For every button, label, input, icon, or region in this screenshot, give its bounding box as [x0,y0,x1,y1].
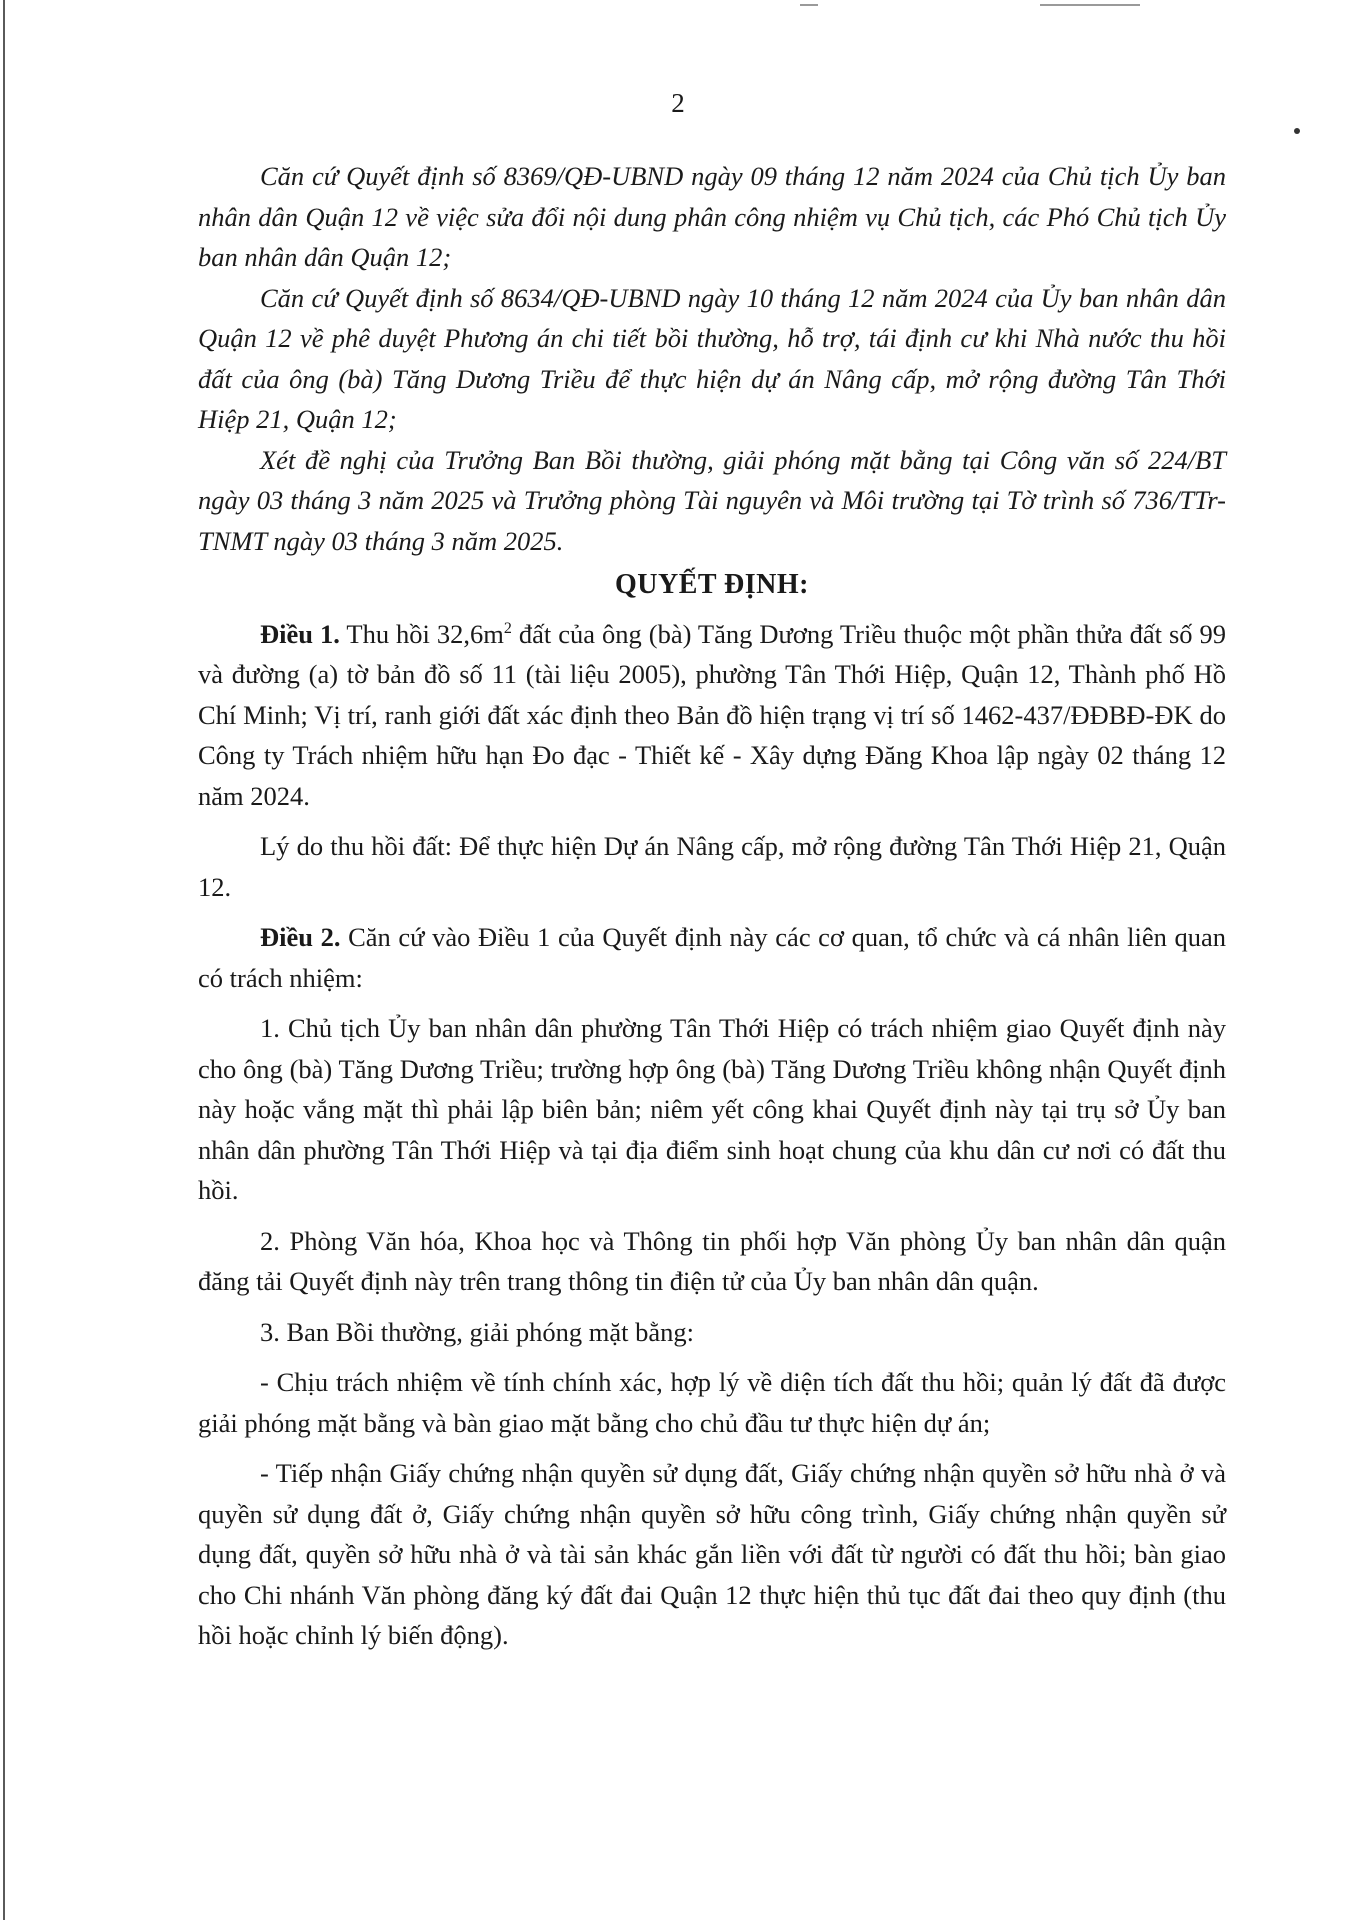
article-1-text-b: đất của ông (bà) Tăng Dương Triều thuộc một phần thửa đất số 99 và đường (a) tờ bản đồ số 11 (tài liệu 2005), phường Tân Thới Hiệp, Quận 12, Thành phố Hồ Chí Minh; Vị trí, ranh giới đất xác định theo Bản đồ hiện trạng vị trí số 1462-437/ĐĐBĐ-ĐK do Công ty Trách nhiệm hữu hạn Đo đạc - Thiết kế - Xây dựng Đăng Khoa lập ngày 02 tháng 12 năm 2024. [198,618,1227,811]
scan-dot [1294,128,1300,134]
article-2-label: Điều 2. [260,922,341,952]
scan-mark [800,4,818,6]
article-1-label: Điều 1. [260,618,340,649]
article-1-reason: Lý do thu hồi đất: Để thực hiện Dự án Nâng cấp, mở rộng đường Tân Thới Hiệp 21, Quận 12. [198,831,1226,902]
article-2 [198,917,1226,998]
scan-mark [1040,4,1140,6]
decision-heading: QUYẾT ĐỊNH: [614,569,809,600]
article-1 [198,614,1226,817]
scan-edge [3,0,5,1920]
preamble-basis-1: Căn cứ Quyết định số 8369/QĐ-UBND ngày 09 tháng 12 năm 2024 của Chủ tịch Ủy ban nhân dân Quận 12 về việc sửa đổi nội dung phân công nhiệm vụ Chủ tịch, các Phó Chủ tịch Ủy ban nhân dân Quận 12; [198,161,1226,272]
article-2-item-1: 1. Chủ tịch Ủy ban nhân dân phường Tân Thới Hiệp có trách nhiệm giao Quyết định này cho ông (bà) Tăng Dương Triều; trường hợp ông (bà) Tăng Dương Triều không nhận Quyết định này hoặc vắng mặt thì phải lập biên bản; niêm yết công khai Quyết định này tại trụ sở Ủy ban nhân dân phường Tân Thới Hiệp và tại địa điểm sinh hoạt chung của khu dân cư nơi có đất thu hồi. [198,1013,1226,1205]
preamble-consideration: Xét đề nghị của Trưởng Ban Bồi thường, giải phóng mặt bằng tại Công văn số 224/BT ngày 03 tháng 3 năm 2025 và Trưởng phòng Tài nguyên và Môi trường tại Tờ trình số 736/TTr-TNMT ngày 03 tháng 3 năm 2025. [198,444,1226,556]
article-2-item-3: 3. Ban Bồi thường, giải phóng mặt bằng: [260,1316,694,1347]
article-2-intro: Căn cứ vào Điều 1 của Quyết định này các cơ quan, tổ chức và cá nhân liên quan có trách nhiệm: [198,922,1226,993]
article-1-text-a: Thu hồi 32,6m [339,618,504,649]
area-unit-superscript: 2 [503,619,512,637]
article-2-item-3a: - Chịu trách nhiệm về tính chính xác, hợp lý về diện tích đất thu hồi; quản lý đất đã được giải phóng mặt bằng và bàn giao mặt bằng cho chủ đầu tư thực hiện dự án; [198,1367,1226,1438]
preamble-basis-2: Căn cứ Quyết định số 8634/QĐ-UBND ngày 10 tháng 12 năm 2024 của Ủy ban nhân dân Quận 12 về phê duyệt Phương án chi tiết bồi thường, hỗ trợ, tái định cư khi Nhà nước thu hồi đất của ông (bà) Tăng Dương Triều để thực hiện dự án Nâng cấp, mở rộng đường Tân Thới Hiệp 21, Quận 12; [198,282,1226,434]
document-body [198,156,1226,1656]
article-2-item-2: 2. Phòng Văn hóa, Khoa học và Thông tin phối hợp Văn phòng Ủy ban nhân dân quận đăng tải Quyết định này trên trang thông tin điện tử của Ủy ban nhân dân quận. [198,1225,1226,1296]
article-2-item-3b: - Tiếp nhận Giấy chứng nhận quyền sử dụng đất, Giấy chứng nhận quyền sở hữu nhà ở và quyền sử dụng đất ở, Giấy chứng nhận quyền sở hữu công trình, Giấy chứng nhận quyền sử dụng đất, quyền sở hữu nhà ở và tài sản khác gắn liền với đất từ người có đất thu hồi; bàn giao cho Chi nhánh Văn phòng đăng ký đất đai Quận 12 thực hiện thủ tục đất đai theo quy định (thu hồi hoặc chỉnh lý biến động). [198,1458,1226,1650]
page-number: 2 [671,88,685,118]
